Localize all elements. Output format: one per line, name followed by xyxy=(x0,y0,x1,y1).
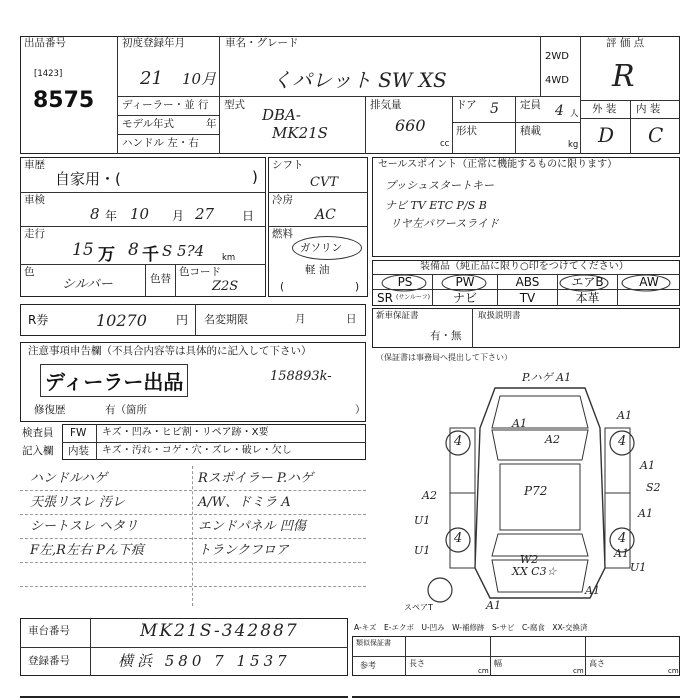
capacity-unit: 人 xyxy=(570,109,579,119)
registration-label: 登録番号 xyxy=(28,655,70,667)
shift-label: シフト xyxy=(272,159,304,171)
car-name-label: 車名・グレード xyxy=(225,37,299,49)
note-right-1: Rスポイラー P.ハゲ xyxy=(198,471,314,486)
limit-label: 名変期限 xyxy=(204,313,248,326)
equip-abs: ABS xyxy=(515,275,540,289)
usage-value: 自家用・( xyxy=(55,170,121,188)
fuel-diesel: 軽 油 xyxy=(305,264,330,276)
fuel-paren-open: ( xyxy=(280,281,285,293)
top-info-box xyxy=(20,36,680,154)
mileage-label: 走行 xyxy=(24,228,45,240)
inspection-day: 27 xyxy=(195,205,215,223)
repair-value: 有（箇所 xyxy=(105,404,147,416)
sales-point-line3: リヤ左パワースライド xyxy=(390,217,499,230)
displacement-unit: cc xyxy=(440,139,450,149)
limit-month: 月 xyxy=(295,313,306,325)
usage-close: ) xyxy=(252,168,258,186)
int-label: 内 装 xyxy=(636,103,661,115)
note-left-1: ハンドルハゲ xyxy=(30,471,108,486)
mark-left-rear: U1 xyxy=(414,544,431,557)
equipment-circles xyxy=(374,271,680,307)
limit-day: 日 xyxy=(346,313,357,325)
note-left-4: F左,R左右 Pん下痕 xyxy=(30,543,144,558)
mark-rear-w2: W2 xyxy=(520,553,539,566)
recycle-unit: 円 xyxy=(176,313,189,327)
ext-label: 外 装 xyxy=(592,103,617,115)
color-label: 色 xyxy=(24,266,35,278)
score-value: R xyxy=(612,59,635,94)
mileage-sen-unit: 千 xyxy=(142,245,159,265)
guide-row1: 類似保証書 xyxy=(356,639,391,647)
registration-value: 横浜 580 7 1537 xyxy=(118,652,291,670)
ext-value: D xyxy=(598,123,615,147)
equip-pw: PW xyxy=(455,275,475,289)
notes-mileage: 158893k- xyxy=(270,369,332,384)
recycle-value: 10270 xyxy=(96,311,147,330)
warranty-label: 新車保証書 xyxy=(376,311,419,321)
inspection-month: 10 xyxy=(130,205,150,223)
mark-left-door: U1 xyxy=(414,514,431,527)
equip-sr: SR xyxy=(377,291,393,305)
usage-label: 車歴 xyxy=(24,159,45,171)
lot-label: 出品番号 xyxy=(24,37,66,49)
mark-fr-fender: A1 xyxy=(617,409,632,422)
lot-code: [1423] xyxy=(34,69,63,79)
warranty-value: 有・無 xyxy=(430,330,462,342)
mileage-unit: km xyxy=(222,253,236,263)
fuel-label: 燃料 xyxy=(272,228,293,240)
wheel-fr: 4 xyxy=(618,434,627,449)
shift-value: CVT xyxy=(310,175,339,190)
mileage-rest: S 5?4 xyxy=(162,242,205,260)
width-label: 幅 xyxy=(494,659,502,668)
equipment-label: 装備品（純正品に限り○印をつけてください） xyxy=(420,261,629,272)
wheel-rr: 4 xyxy=(618,531,627,546)
mark-rear-bumper-l: A1 xyxy=(486,599,501,612)
mark-rear-xx: XX C3☆ xyxy=(512,565,557,578)
mark-windshield: A2 xyxy=(545,433,560,446)
fuel-paren-close: ) xyxy=(355,281,360,293)
inspector-label-1: 検査員 xyxy=(22,427,54,439)
drive-4wd: 4WD xyxy=(545,75,569,86)
notes-label: 注意事項申告欄（不具合内容等は具体的に記入して下さい） xyxy=(28,345,312,357)
color-value: シルバー xyxy=(62,277,113,292)
type-label: 型式 xyxy=(224,99,245,111)
recycle-label: R券 xyxy=(28,313,49,327)
lot-number: 8575 xyxy=(33,88,95,113)
mark-rear-bumper-r: A1 xyxy=(585,584,600,597)
inspector-label-2: 記入欄 xyxy=(22,445,54,457)
equip-aw: AW xyxy=(639,275,659,289)
handle-label: ハンドル 左・右 xyxy=(122,137,199,149)
note-left-2: 天張リスレ 汚レ xyxy=(30,495,125,510)
repair-close: ） xyxy=(355,404,366,416)
height-unit: cm xyxy=(668,667,679,675)
recycle-box xyxy=(20,304,366,336)
dealer-stamp: ディーラー出品 xyxy=(40,364,188,397)
fuel-gasoline-circle xyxy=(292,236,362,260)
fw-label: FW xyxy=(70,427,87,439)
inspection-year: 8 xyxy=(90,205,100,223)
sales-point-label: セールスポイント（正常に機能するものに限ります） xyxy=(378,159,618,170)
equip-ps: PS xyxy=(397,275,413,289)
manual-label: 取扱説明書 xyxy=(478,311,521,321)
mark-roof: P72 xyxy=(524,484,548,498)
note-right-3: エンドパネル 凹傷 xyxy=(198,519,306,534)
damage-legend: A-キズ E-エクボ U-凹み W-補修跡 S-サビ C-腐食 XX-交換済 xyxy=(354,623,588,632)
car-name-value: くパレット SW XS xyxy=(272,68,447,92)
color-code-value: Z2S xyxy=(212,279,239,294)
inspection-month-unit: 月 xyxy=(172,209,185,223)
paint-label: 色替 xyxy=(150,273,171,285)
mileage-man-unit: 万 xyxy=(98,245,115,265)
length-label: 長さ xyxy=(409,659,425,668)
mark-left-side: A2 xyxy=(422,489,437,502)
int-inspect-text: キズ・汚れ・コゲ・穴・ズレ・破レ・欠し xyxy=(102,445,292,456)
sales-point-line2: ナビ TV ETC P/S B xyxy=(385,199,487,212)
equip-navi: ナビ xyxy=(452,291,477,305)
model-year-label: モデル年式 xyxy=(122,118,174,130)
mark-right-side: A1 xyxy=(640,459,655,472)
fuel-gasoline: ガソリン xyxy=(300,242,342,254)
note-left-3: シートスレ ヘタリ xyxy=(30,519,139,534)
mark-right-sill: S2 xyxy=(646,481,661,494)
doors-label: ドア xyxy=(456,99,477,111)
mark-front: P.ハゲ A1 xyxy=(522,371,572,384)
model-year-unit: 年 xyxy=(206,118,217,130)
repair-label: 修復歴 xyxy=(34,404,66,416)
score-label: 評 価 点 xyxy=(606,37,645,49)
doors-value: 5 xyxy=(490,101,499,117)
int-value: C xyxy=(648,123,664,147)
note-right-4: トランクフロア xyxy=(198,543,289,558)
wheel-rl: 4 xyxy=(454,531,463,546)
width-unit: cm xyxy=(573,667,584,675)
first-reg-year: 21 xyxy=(140,68,163,89)
mark-right-rear: A1 xyxy=(638,507,653,520)
shape-label: 形状 xyxy=(456,125,477,137)
equip-tv: TV xyxy=(519,291,536,305)
mileage-man: 15 xyxy=(72,240,94,260)
mark-rr-corner: A1 xyxy=(614,547,629,560)
equip-airbag: エアB xyxy=(571,275,604,289)
color-code-label: 色コード xyxy=(179,266,221,278)
capacity-value: 4 xyxy=(555,103,564,119)
inspection-day-unit: 日 xyxy=(242,209,255,223)
sales-point-line1: プッシュスタートキー xyxy=(385,179,495,192)
chassis-value: MK21S-342887 xyxy=(140,621,299,641)
load-label: 積載 xyxy=(520,125,541,137)
wheel-fl: 4 xyxy=(454,434,463,449)
ac-label: 冷房 xyxy=(272,194,293,206)
type-value-2: MK21S xyxy=(272,124,328,142)
guide-row2: 参考 xyxy=(360,661,376,670)
inspection-year-unit: 年 xyxy=(105,209,118,223)
fw-text: キズ・凹み・ヒビ割・リペア跡・X要 xyxy=(102,427,269,438)
equip-sr-note: (サンルーフ) xyxy=(396,294,430,301)
int-inspect-label: 内装 xyxy=(68,445,89,457)
type-value-1: DBA- xyxy=(262,106,301,124)
inspection-label: 車検 xyxy=(24,194,45,206)
displacement-label: 排気量 xyxy=(370,99,402,111)
displacement-value: 660 xyxy=(395,116,426,135)
mark-hood: A1 xyxy=(512,417,527,430)
capacity-label: 定員 xyxy=(520,99,541,111)
load-unit: kg xyxy=(568,140,579,150)
spare-tire-label: スペアT xyxy=(404,603,433,612)
note-right-2: A/W、ドミラ A xyxy=(198,495,291,510)
equip-leather: 本革 xyxy=(575,291,600,305)
mileage-sen: 8 xyxy=(128,240,139,260)
ac-value: AC xyxy=(315,207,336,223)
height-label: 高さ xyxy=(589,659,605,668)
chassis-label: 車台番号 xyxy=(28,625,70,637)
first-reg-month: 10月 xyxy=(182,70,217,88)
length-unit: cm xyxy=(478,667,489,675)
dealer-label: ディーラー・並 行 xyxy=(122,99,209,111)
drive-2wd: 2WD xyxy=(545,51,569,62)
mark-rr-u1: U1 xyxy=(630,561,647,574)
first-reg-label: 初度登録年月 xyxy=(122,37,185,49)
diagram-label: （保証書は事務局へ提出して下さい） xyxy=(376,353,512,362)
